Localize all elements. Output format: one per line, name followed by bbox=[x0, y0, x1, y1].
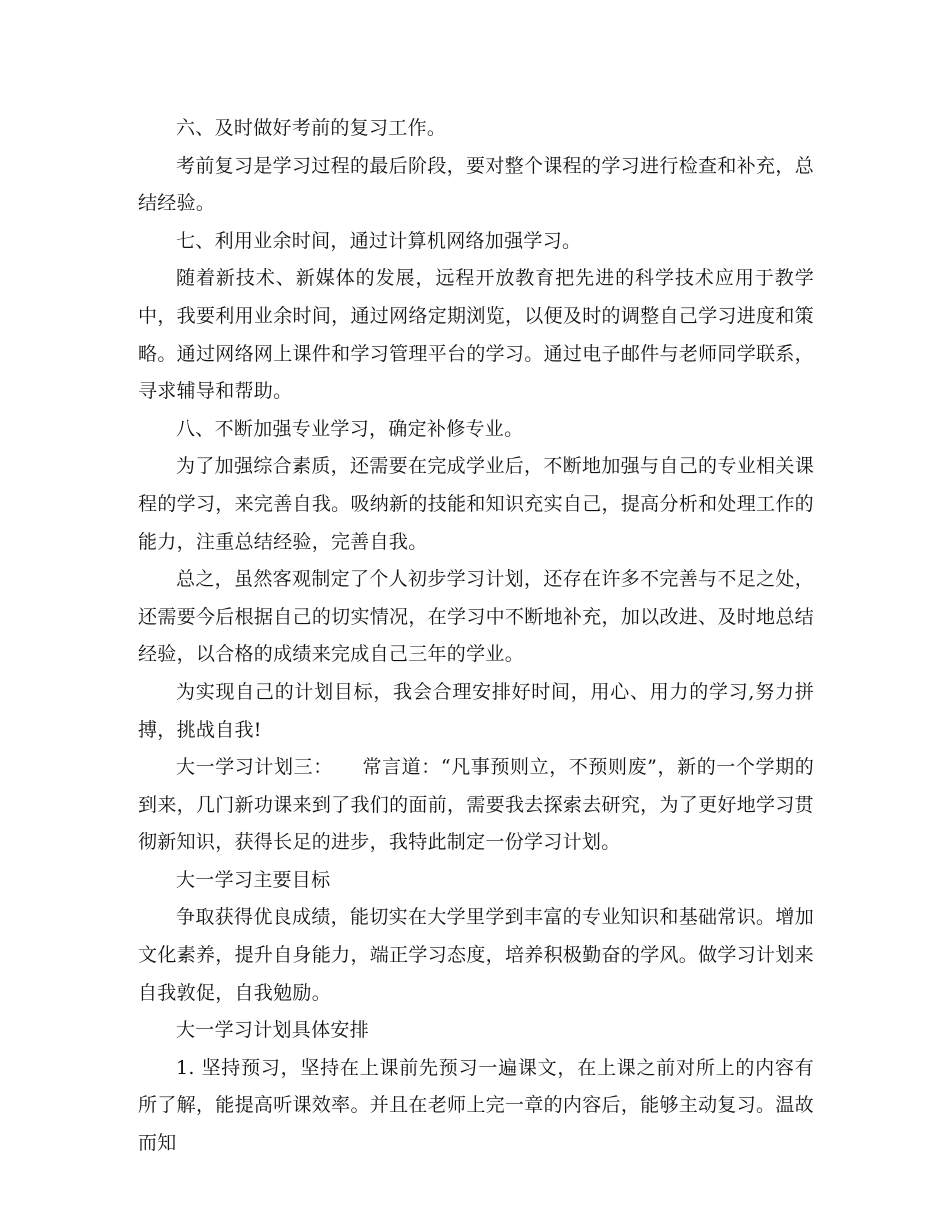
document-body bbox=[138, 110, 814, 1163]
paragraph-main-goal: 争取获得优良成绩，能切实在大学里学到丰富的专业知识和基础常识。增加文化素养，提升自身能力，端正学习态度，培养积极勤奋的学风。做学习计划来自我敦促，自我勉励。 bbox=[138, 906, 814, 1004]
paragraph-network-learning: 随着新技术、新媒体的发展，远程开放教育把先进的科学技术应用于教学中，我要利用业余时间，通过网络定期浏览，以便及时的调整自己学习进度和策略。通过网络网上课件和学习管理平台的学习。通过电子邮件与老师同学联系，寻求辅导和帮助。 bbox=[138, 267, 814, 403]
paragraph-preview: 1. 坚持预习，坚持在上课前先预习一遍课文，在上课之前对所上的内容有所了解，能提高听课效率。并且在老师上完一章的内容后，能够主动复习。温故而知 bbox=[138, 1056, 814, 1155]
paragraph-summary: 总之，虽然客观制定了个人初步学习计划，还存在许多不完善与不足之处，还需要今后根据自己的切实情况，在学习中不断地补充，加以改进、及时地总结经验，以合格的成绩来完成自己三年的学业。 bbox=[138, 568, 814, 666]
paragraph-professional-study: 为了加强综合素质，还需要在完成学业后，不断地加强与自己的专业相关课程的学习，来完善自我。吸纳新的技能和知识充实自己，提高分析和处理工作的能力，注重总结经验，完善自我。 bbox=[138, 455, 814, 553]
paragraph-plan-three-intro: 大一学习计划三： 常言道：“凡事预则立，不预则废”，新的一个学期的到来，几门新功课来到了我们的面前，需要我去探索去研究，为了更好地学习贯彻新知识，获得长足的进步，我特此制定一份学习计划。 bbox=[138, 756, 814, 854]
heading-specific-arrangement: 大一学习计划具体安排 bbox=[176, 1019, 370, 1042]
heading-main-goal: 大一学习主要目标 bbox=[176, 868, 331, 891]
paragraph-review: 考前复习是学习过程的最后阶段，要对整个课程的学习进行检查和补充，总结经验。 bbox=[138, 154, 814, 215]
paragraph-goal-commitment: 为实现自己的计划目标，我会合理安排好时间，用心、用力的学习,努力拼搏，挑战自我! bbox=[138, 680, 814, 741]
heading-six: 六、及时做好考前的复习工作。 bbox=[176, 117, 447, 139]
heading-eight: 八、不断加强专业学习，确定补修专业。 bbox=[176, 417, 524, 440]
heading-seven: 七、利用业余时间，通过计算机网络加强学习。 bbox=[176, 229, 582, 252]
